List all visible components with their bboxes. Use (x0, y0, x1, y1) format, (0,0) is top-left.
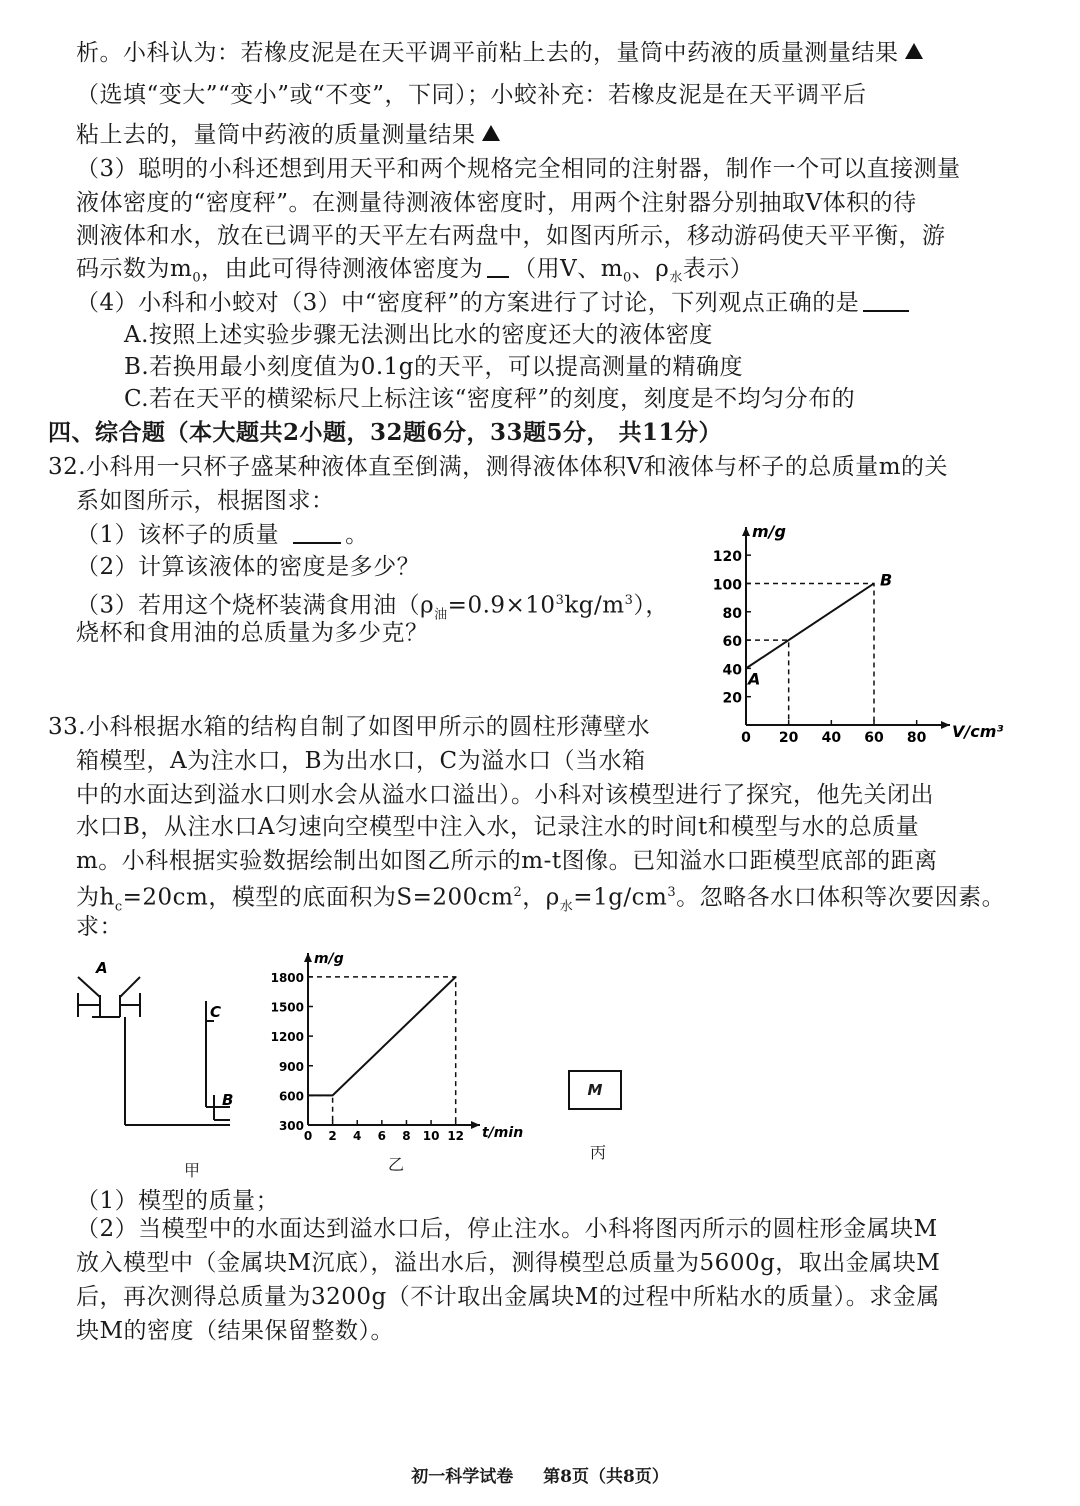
y-tick-label: 1800 (270, 970, 304, 985)
y-tick-label: 1200 (270, 1030, 304, 1045)
option-b: B.若换用最小刻度值为0.1g的天平，可以提高测量的精确度 (124, 354, 744, 380)
x-tick-label: 6 (377, 1129, 387, 1143)
text-line: 烧杯和食用油的总质量为多少克？ (76, 620, 429, 646)
text-line: 中的水面达到溢水口则水会从溢水口溢出）。小科对该模型进行了探究，他先关闭出 (76, 782, 934, 808)
text-line: 水口B，从注水口A匀速向空模型中注入水，记录注水的时间t和模型与水的总质量 (76, 814, 920, 840)
y-axis-arrow-icon (304, 953, 312, 962)
text-line: （3）若用这个烧杯装满食用油$(\rho_油=0.9\times 10^3kg/m^3)$， (76, 592, 669, 623)
x-tick-label: 0 (741, 730, 751, 746)
q33-chart (262, 940, 524, 1145)
y-axis-arrow-icon (742, 527, 750, 536)
x-tick-label: 20 (778, 730, 799, 746)
y-tick-label: 100 (712, 577, 742, 594)
y-tick-label: 40 (722, 662, 742, 679)
answer-blank (863, 290, 909, 312)
figure-caption-bing: 丙 (590, 1143, 607, 1162)
point-label-a: A (748, 669, 761, 689)
page-footer (0, 1462, 1080, 1487)
x-tick-label: 4 (353, 1129, 362, 1143)
text-line: （3）聪明的小科还想到用天平和两个规格完全相同的注射器，制作一个可以直接测量 (76, 156, 961, 182)
option-a: A.按照上述实验步骤无法测出比水的密度还大的液体密度 (124, 322, 713, 348)
answer-triangle-icon (905, 43, 923, 59)
text-line: 粘上去的，量筒中药液的质量测量结果 (76, 118, 506, 152)
x-tick-label: 10 (422, 1129, 440, 1143)
y-axis-label: m/g (752, 522, 786, 541)
text-line: 箱模型，A为注水口，B为出水口，C为溢水口（当水箱 (76, 748, 646, 774)
text-line: （2）计算该液体的密度是多少？ (76, 554, 421, 580)
text-line: 系如图所示，根据图求： (76, 488, 335, 514)
label-c: C (210, 1003, 222, 1021)
footer-page: 第8页（共8页） (543, 1467, 669, 1487)
tank-model-figure (70, 955, 250, 1140)
x-axis-label: V/cm³ (952, 722, 1004, 741)
label-a: A (96, 959, 108, 977)
guide-line (308, 1095, 333, 1125)
text-line: （4）小科和小蛟对（3）中“密度秤”的方案进行了讨论，下列观点正确的是 (76, 286, 913, 320)
answer-blank (487, 256, 509, 278)
x-tick-label: 40 (821, 730, 842, 746)
x-tick-label: 12 (447, 1129, 465, 1143)
text-line: 码示数为$m_0$，由此可得待测液体密度为 （用V、$m_0$、$\rho_水$表示） (76, 256, 754, 286)
y-tick-label: 300 (278, 1119, 304, 1133)
x-tick-label: 8 (402, 1129, 411, 1143)
text-line: 32.小科用一只杯子盛某种液体直至倒满，测得液体体积V和液体与杯子的总质量m的关 (48, 454, 948, 480)
y-tick-label: 600 (278, 1089, 304, 1104)
footer-title: 初一科学试卷 (411, 1467, 514, 1487)
x-axis-arrow-icon (941, 721, 950, 729)
text-line: 液体密度的“密度秤”。在测量待测液体密度时，用两个注射器分别抽取V体积的待 (76, 190, 917, 216)
x-tick-label: 80 (906, 730, 927, 746)
x-tick-label: 0 (303, 1129, 313, 1143)
y-axis-label: m/g (314, 951, 344, 967)
answer-triangle-icon (482, 125, 500, 141)
section-heading: 四、综合题（本大题共2小题，32题6分，33题5分， 共11分） (48, 419, 723, 446)
q32-chart (700, 515, 1004, 750)
x-axis-label: t/min (482, 1125, 524, 1141)
block-label: M (587, 1081, 603, 1099)
text-line: 放入模型中（金属块M沉底），溢出水后，测得模型总质量为5600g，取出金属块M (76, 1250, 941, 1276)
text-line: （2）当模型中的水面达到溢水口后，停止注水。小科将图丙所示的圆柱形金属块M (76, 1216, 938, 1242)
text-line: 块M的密度（结果保留整数）。 (76, 1318, 395, 1344)
text-line: 后，再次测得总质量为3200g（不计取出金属块M的过程中所粘水的质量）。求金属 (76, 1284, 940, 1310)
text-line: m。小科根据实验数据绘制出如图乙所示的m-t图像。已知溢水口距模型底部的距离 (76, 848, 938, 874)
series-line (746, 583, 874, 668)
figure-caption-yi: 乙 (388, 1155, 405, 1174)
y-tick-label: 80 (722, 605, 742, 622)
text-line: 33.小科根据水箱的结构自制了如图甲所示的圆柱形薄壁水 (48, 714, 651, 740)
label-b: B (222, 1091, 234, 1109)
guide-line (746, 583, 874, 725)
text-line: （1）该杯子的质量 。 (76, 522, 369, 548)
x-tick-label: 2 (328, 1129, 337, 1143)
point-label-b: B (880, 570, 893, 590)
text-line: 求： (76, 914, 123, 940)
text-line: （1）模型的质量； (76, 1188, 280, 1214)
figure-caption-jia: 甲 (184, 1161, 201, 1180)
y-tick-label: 900 (278, 1059, 304, 1074)
text-line: 析。小科认为：若橡皮泥是在天平调平前粘上去的，量筒中药液的质量测量结果 (76, 36, 929, 70)
text-line: （选填“变大”“变小”或“不变”，下同）；小蛟补充：若橡皮泥是在天平调平后 (76, 82, 867, 108)
option-c: C.若在天平的横梁标尺上标注该“密度秤”的刻度，刻度是不均匀分布的 (124, 386, 856, 412)
metal-block-m (568, 1070, 622, 1110)
x-axis-arrow-icon (471, 1121, 480, 1129)
series-line (308, 977, 456, 1096)
x-tick-label: 60 (864, 730, 884, 746)
y-tick-label: 60 (722, 634, 742, 651)
y-tick-label: 20 (722, 690, 742, 707)
text-line: 测液体和水，放在已调平的天平左右两盘中，如图丙所示，移动游码使天平平衡，游 (76, 223, 946, 249)
answer-blank (293, 522, 341, 544)
y-tick-label: 120 (712, 549, 742, 566)
text-line: 为$h_c=20cm$，模型的底面积为$S=200cm^2$，$\rho_水=1g/cm^3$。忽略各水口体积等次要因素。 (76, 884, 1006, 915)
y-tick-label: 1500 (270, 1000, 304, 1015)
